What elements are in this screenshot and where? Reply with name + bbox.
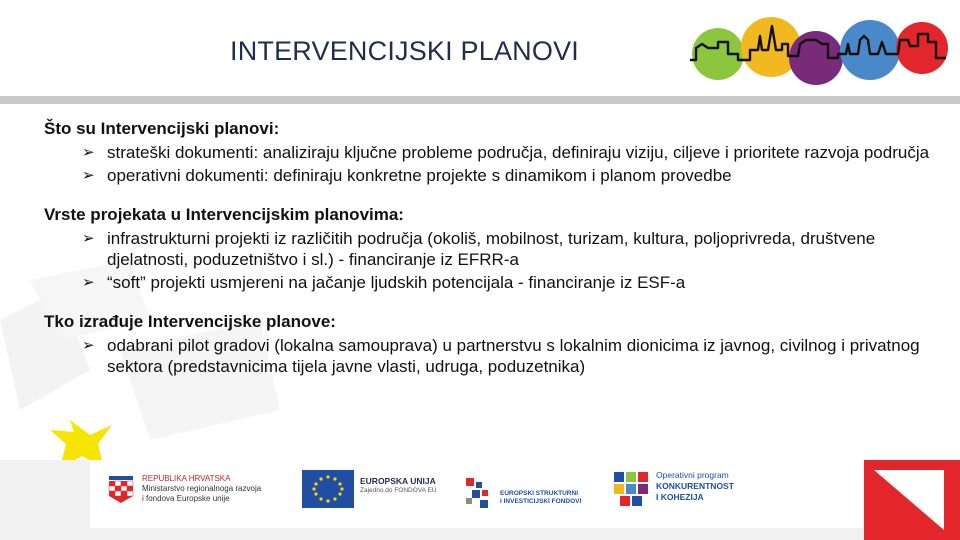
section-title: Vrste projekata u Intervencijskim planovima: bbox=[44, 205, 404, 224]
logo-line: EUROPSKA UNIJA bbox=[360, 476, 436, 486]
logo-line: REPUBLIKA HRVATSKA bbox=[142, 474, 231, 483]
arrow-bullet-icon: ➢ bbox=[82, 274, 95, 291]
slide-title: INTERVENCIJSKI PLANOVI bbox=[230, 36, 579, 66]
section-what-are-plans bbox=[44, 118, 944, 186]
arrow-bullet-icon: ➢ bbox=[82, 144, 95, 161]
slide-content bbox=[44, 118, 944, 395]
republika-hrvatska-logo bbox=[108, 466, 308, 524]
logo-line: i fondova Europske unije bbox=[142, 494, 230, 503]
op-konkurentnost-logo bbox=[612, 466, 782, 524]
bullet-text: “soft” projekti usmjereni na jačanje ljudskih potencijala - financiranje iz ESF-a bbox=[107, 273, 686, 292]
bullet-text: strateški dokumenti: analiziraju ključne probleme područja, definiraju viziju, ciljeve i prioritete razvoja područja bbox=[107, 143, 930, 162]
section-title: Tko izrađuje Intervencijske planove: bbox=[44, 312, 336, 331]
esif-logo bbox=[464, 466, 604, 524]
eu-logo bbox=[302, 466, 452, 524]
footer-logo-strip bbox=[0, 460, 960, 540]
arrow-bullet-icon: ➢ bbox=[82, 167, 95, 184]
esif-mosaic-icon bbox=[464, 476, 498, 510]
bullet-text: odabrani pilot gradovi (lokalna samouprava) u partnerstvu s lokalnim dionicima iz javnog, civilnog i privatnog sektora (predstavnicima tijela javne vlasti, udruga, poduzetnika) bbox=[107, 336, 920, 376]
op-mosaic-icon bbox=[612, 470, 650, 510]
list-item bbox=[44, 142, 944, 163]
logo-line: KONKURENTNOST bbox=[656, 481, 734, 491]
croatian-coat-of-arms-icon bbox=[108, 472, 134, 504]
header-divider bbox=[0, 96, 960, 104]
logo-line: I INVESTICIJSKI FONDOVI bbox=[500, 498, 582, 505]
list-item bbox=[44, 228, 944, 270]
slide-header bbox=[0, 0, 960, 104]
logo-line: Zajedno do FONDOVA EU bbox=[360, 487, 437, 494]
logo-line: EUROPSKI STRUKTURNI bbox=[500, 490, 579, 497]
list-item bbox=[44, 335, 944, 377]
list-item bbox=[44, 165, 944, 186]
city-skyline-logo bbox=[688, 14, 950, 86]
list-item bbox=[44, 272, 944, 293]
bullet-text: infrastrukturni projekti iz različitih područja (okoliš, mobilnost, turizam, kultura, poljoprivreda, društvene djelatnosti, poduzetništvo i sl.) - financiranje iz EFRR-a bbox=[107, 229, 876, 269]
section-title: Što su Intervencijski planovi: bbox=[44, 119, 280, 138]
eu-flag-icon bbox=[302, 470, 354, 508]
logo-line: I KOHEZIJA bbox=[656, 492, 704, 502]
logo-line: Operativni program bbox=[656, 470, 729, 480]
bullet-text: operativni dokumenti: definiraju konkretne projekte s dinamikom i planom provedbe bbox=[107, 166, 732, 185]
section-who-prepares bbox=[44, 311, 944, 377]
arrow-bullet-icon: ➢ bbox=[82, 230, 95, 247]
footer-logos bbox=[90, 460, 870, 528]
section-project-types bbox=[44, 204, 944, 293]
red-corner-accent bbox=[864, 460, 960, 540]
logo-line: Ministarstvo regionalnoga razvoja bbox=[142, 484, 262, 493]
arrow-bullet-icon: ➢ bbox=[82, 337, 95, 354]
